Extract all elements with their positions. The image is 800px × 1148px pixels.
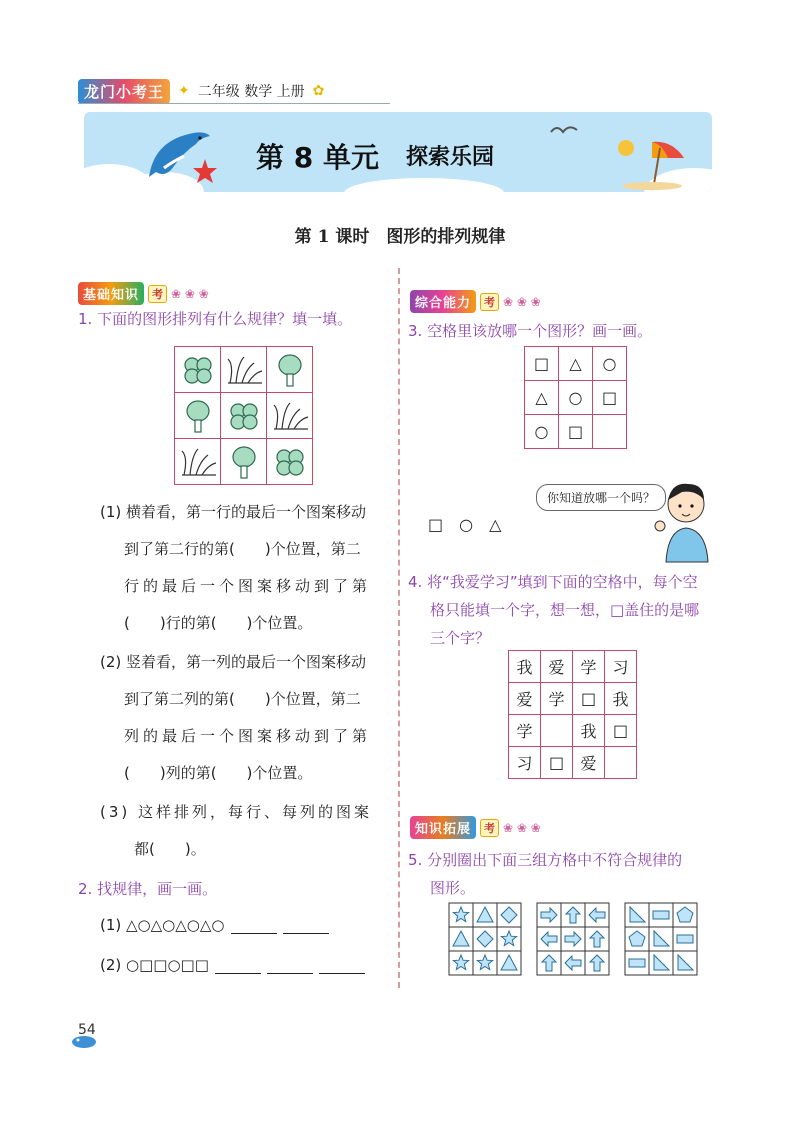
q5-polygon-grid: [624, 902, 702, 976]
grid-cell: ○: [593, 347, 627, 381]
q1-part3: [100, 794, 390, 868]
empty-cell[interactable]: [541, 715, 573, 747]
q5-title-l1: 5. 分别圈出下面三组方格中不符合规律的: [408, 851, 683, 869]
q1-p3-line2: 都( )。: [134, 840, 206, 858]
kao-badge: 考: [480, 293, 499, 311]
unit-number: 第 8 单元: [256, 141, 379, 174]
answer-blank[interactable]: [231, 919, 277, 934]
q2-seq2: (2) ○□□○□□: [100, 956, 209, 974]
grid-cell: □: [541, 747, 573, 779]
q1-p1-line1: (1) 横着看，第一行的最后一个图案移动: [100, 503, 367, 521]
tree-icon: [229, 444, 259, 480]
q1-p1-line2: 到了第二行的第( )个位置，第二: [124, 540, 361, 558]
grid-cell: ○: [525, 415, 559, 449]
grid-cell-grass: [221, 347, 267, 393]
q4-title-l2: 格只能填一个字，想一想，□盖住的是哪: [430, 601, 700, 619]
speech-bubble: 你知道放哪一个吗？: [536, 484, 666, 511]
grid-cell: 学: [573, 651, 605, 683]
q1-part1: [100, 494, 390, 642]
grid-cell: □: [559, 415, 593, 449]
q1-pattern-grid: [174, 346, 313, 485]
grid-cell: 习: [509, 747, 541, 779]
grid-cell-clover: [221, 393, 267, 439]
q1-p1-line3: 行的最后一个图案移动到了第: [124, 577, 372, 595]
brand-bar: [78, 80, 324, 102]
answer-blank[interactable]: [215, 959, 261, 974]
q1-p2-line4: ( )列的第( )个位置。: [124, 764, 313, 782]
unit-name: 探索乐园: [406, 144, 495, 170]
q1-p3-line1: (3) 这样排列，每行、每列的图案: [100, 803, 373, 821]
q1-title: 1. 下面的图形排列有什么规律？填一填。: [78, 310, 353, 328]
grid-cell: □: [525, 347, 559, 381]
q2-seq1: (1) △○△○△○△○: [100, 916, 225, 934]
empty-cell[interactable]: [593, 415, 627, 449]
grid-cell-clover: [267, 439, 313, 485]
grass-icon: [178, 447, 218, 477]
q4-title-l3: 三个字？: [430, 629, 491, 647]
column-divider: [398, 268, 400, 988]
section-comprehensive: [410, 290, 541, 313]
q2-seq1-row: [100, 916, 329, 934]
empty-cell[interactable]: [605, 747, 637, 779]
q2-title: 2. 找规律，画一画。: [78, 880, 218, 898]
page-number: 54: [70, 1020, 110, 1050]
butterfly-icon: ❀ ❀ ❀: [503, 820, 541, 835]
grid-cell: △: [525, 381, 559, 415]
boy-icon: [652, 478, 714, 564]
grass-icon: [270, 401, 310, 431]
butterfly-icon: ❀ ❀ ❀: [503, 294, 541, 309]
grass-icon: [224, 355, 264, 385]
grid-cell: 我: [573, 715, 605, 747]
q5-arrow-grid: [536, 902, 614, 976]
grid-cell: □: [573, 683, 605, 715]
grid-cell: 爱: [541, 651, 573, 683]
lesson-title: 第 1 课时 图形的排列规律: [294, 227, 506, 247]
grid-cell-grass: [175, 439, 221, 485]
q5-title-l2: 图形。: [430, 879, 476, 897]
q2-seq2-row: [100, 956, 365, 974]
clover-icon: [272, 446, 308, 478]
answer-blank[interactable]: [319, 959, 365, 974]
course-label: 二年级 数学 上册: [197, 84, 305, 100]
answer-blank[interactable]: [267, 959, 313, 974]
q4-title-l1: 4. 将“我爱学习”填到下面的空格中，每个空: [408, 573, 698, 591]
grid-cell: □: [605, 715, 637, 747]
grid-cell: 爱: [509, 683, 541, 715]
grid-cell: △: [559, 347, 593, 381]
grid-cell: 学: [509, 715, 541, 747]
section-extend-label: 知识拓展: [410, 816, 476, 839]
grid-cell-grass: [267, 393, 313, 439]
q1-p1-line4: ( )行的第( )个位置。: [124, 614, 313, 632]
seagull-icon: [549, 120, 579, 140]
butterfly-icon: ❀ ❀ ❀: [171, 286, 209, 301]
kao-badge: 考: [480, 819, 499, 837]
grid-cell-tree: [175, 393, 221, 439]
star-icon: ✦: [178, 83, 190, 99]
tree-icon: [183, 398, 213, 434]
kao-badge: 考: [148, 285, 167, 303]
grid-cell-clover: [175, 347, 221, 393]
answer-blank[interactable]: [283, 919, 329, 934]
q3-shape-grid: [524, 346, 627, 449]
grid-cell-tree: [267, 347, 313, 393]
beach-umbrella-icon: [612, 134, 692, 190]
grid-cell: 爱: [573, 747, 605, 779]
section-comprehensive-label: 综合能力: [410, 290, 476, 313]
q1-p2-line3: 列的最后一个图案移动到了第: [124, 727, 372, 745]
q5-title: [408, 846, 682, 902]
grid-cell: 习: [605, 651, 637, 683]
brand-logo: 龙门小考王: [78, 79, 170, 104]
grid-cell: 我: [605, 683, 637, 715]
clover-icon: [180, 354, 216, 386]
q1-p2-line1: (2) 竖着看，第一列的最后一个图案移动: [100, 653, 367, 671]
grid-cell: 学: [541, 683, 573, 715]
clover-icon: [226, 400, 262, 432]
rectangle-icon: [629, 959, 645, 967]
header-rule: [78, 103, 390, 104]
grid-cell: 我: [509, 651, 541, 683]
rectangle-icon: [677, 935, 693, 943]
section-extend: [410, 816, 541, 839]
q5-star-grid: [448, 902, 526, 976]
q4-word-grid: [508, 650, 637, 779]
q1-p2-line2: 到了第二列的第( )个位置，第二: [124, 690, 361, 708]
section-basic-label: 基础知识: [78, 282, 144, 305]
q4-title: [408, 568, 699, 652]
grid-cell: □: [593, 381, 627, 415]
unit-banner: [84, 112, 712, 192]
rectangle-icon: [653, 911, 669, 919]
butterfly-icon: ✿: [312, 83, 325, 99]
q1-part2: [100, 644, 390, 792]
section-basic: [78, 282, 209, 305]
starfish-icon: [192, 158, 218, 184]
tree-icon: [275, 352, 305, 388]
grid-cell-tree: [221, 439, 267, 485]
q3-title: 3. 空格里该放哪一个图形？画一画。: [408, 322, 653, 340]
grid-cell: ○: [559, 381, 593, 415]
q3-options: □ ○ △: [428, 515, 502, 534]
